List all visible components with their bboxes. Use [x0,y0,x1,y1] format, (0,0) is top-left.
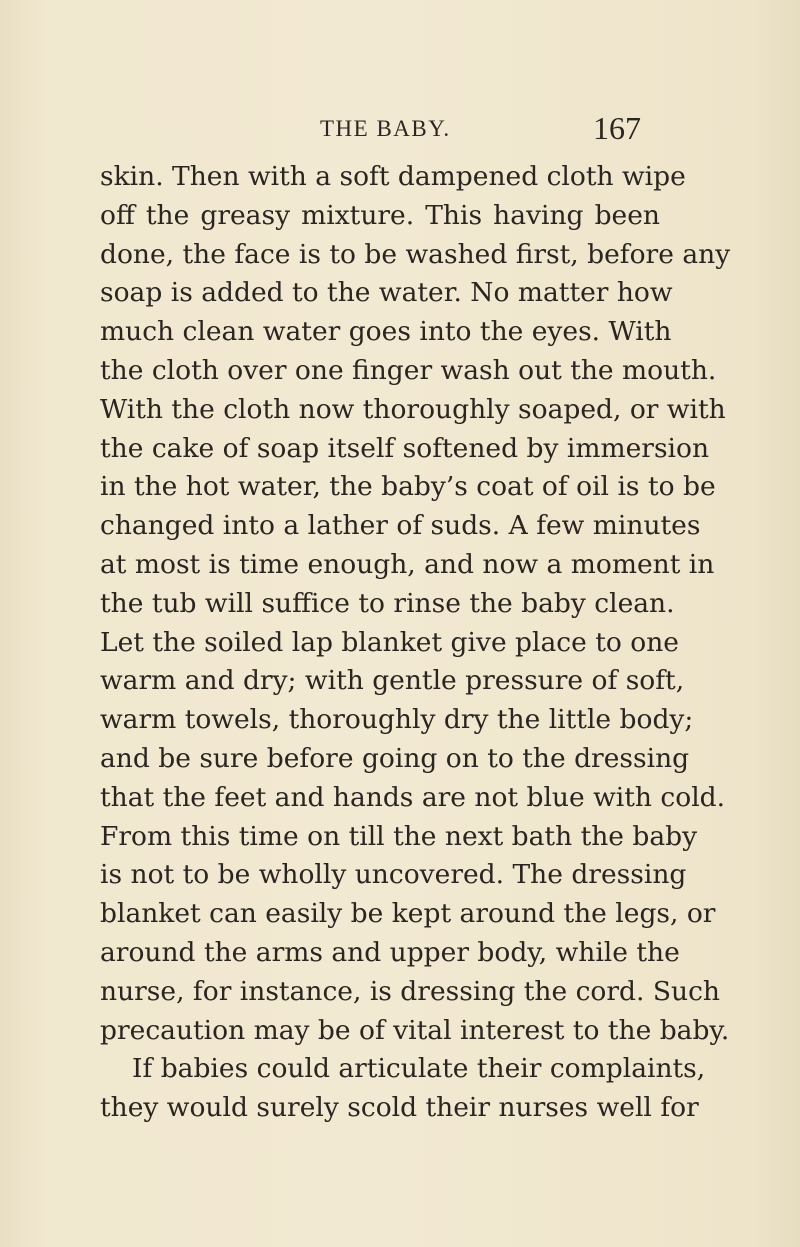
running-head [0,108,800,148]
text-line: changed into a lather of suds. A few minutes [100,510,701,542]
text-line: nurse, for instance, is dressing the cord. Such [100,975,720,1007]
text-line: From this time on till the next bath the baby [100,820,698,852]
body-text [100,158,731,1128]
text-line: much clean water goes into the eyes. With [100,316,672,348]
text-line: skin. Then with a soft dampened cloth wipe [100,161,686,192]
text-line: around the arms and upper body, while the [100,936,680,968]
page-number: 167 [593,110,641,146]
text-line: If babies could articulate their complaints, [132,1053,706,1085]
text-line: the cake of soap itself softened by immersion [100,432,710,464]
text-line: the tub will suffice to rinse the baby clean. [100,587,675,619]
text-line: done, the face is to be washed first, before any [100,238,731,270]
text-line: soap is added to the water. No matter how [100,277,673,309]
text-line: that the feet and hands are not blue with cold. [100,781,726,813]
text-line: and be sure before going on to the dressing [100,742,690,774]
text-line: blanket can easily be kept around the legs, or [100,898,716,930]
text-line: is not to be wholly uncovered. The dressing [100,859,687,891]
text-line: warm and dry; with gentle pressure of soft, [100,665,685,697]
text-line: in the hot water, the baby’s coat of oil is to be [100,471,716,503]
text-line: precaution may be of vital interest to the baby. [100,1014,730,1046]
text-line: at most is time enough, and now a moment in [100,548,715,580]
text-line: Let the soiled lap blanket give place to one [100,626,679,658]
text-line: the cloth over one finger wash out the mouth. [100,354,717,386]
text-line: off the greasy mixture. This having been [100,199,660,231]
text-line: they would surely scold their nurses well for [100,1092,699,1124]
text-line: With the cloth now thoroughly soaped, or with [100,393,726,425]
running-head-title: THE BABY. [320,116,451,141]
text-line: warm towels, thoroughly dry the little body; [100,704,694,736]
